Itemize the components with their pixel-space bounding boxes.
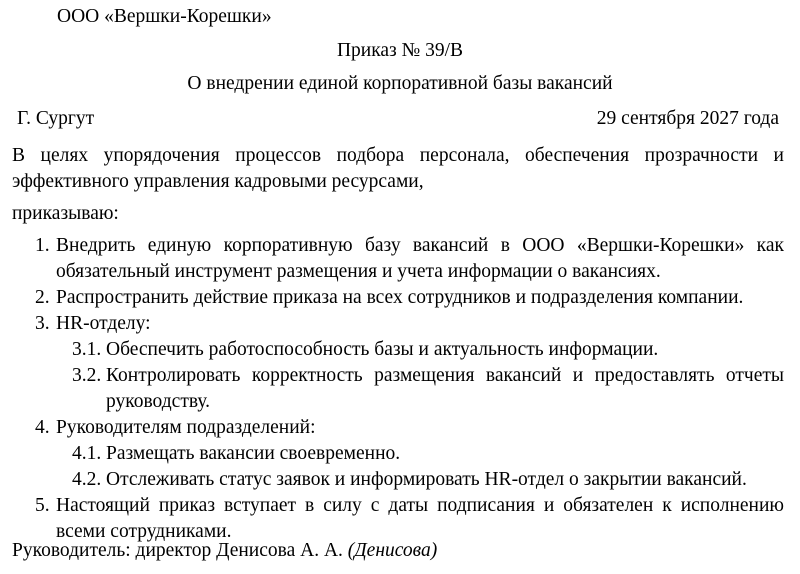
signature-line [12,538,437,564]
preamble: В целях упорядочения процессов подбора персонала, обеспечения прозрачности и эффективного управления кадровыми ресурсами, [12,145,784,192]
list-item [0,441,800,467]
item-number: 3.1. [72,339,102,360]
item-number: 2. [35,287,50,308]
list-item [0,233,800,285]
item-number: 3. [35,313,50,334]
item-text: Руководителям подразделений: [56,417,316,438]
item-text: Настоящий приказ вступает в силу с даты подписания и обязателен к исполнению всеми сотрудниками. [56,495,784,542]
order-items-list [0,233,800,545]
list-item [0,337,800,363]
organization-name: ООО «Вершки-Корешки» [57,6,272,27]
decree-word: приказываю: [12,203,119,224]
item-text: Внедрить единую корпоративную базу вакансий в ООО «Вершки-Корешки» как обязательный инструмент размещения и учета информации о вакансиях. [56,235,784,282]
item-number: 4.2. [72,469,102,490]
item-number: 5. [35,495,50,516]
item-number: 1. [35,235,50,256]
item-text: HR-отделу: [56,313,151,334]
item-text: Обеспечить работоспособность базы и актуальность информации. [106,339,659,360]
city: Г. Сургут [17,108,95,129]
list-item [0,363,800,415]
item-number: 4.1. [72,443,102,464]
list-item [0,467,800,493]
signature-label: Руководитель: директор Денисова А. А. [12,540,343,561]
item-number: 3.2. [72,365,102,386]
order-subject: О внедрении единой корпоративной базы вакансий [187,73,613,94]
list-item [0,415,800,441]
order-date: 29 сентября 2027 года [596,108,779,129]
item-text: Контролировать корректность размещения вакансий и предоставлять отчеты руководству. [106,365,784,412]
item-text: Распространить действие приказа на всех сотрудников и подразделения компании. [56,287,744,308]
handwritten-signature: (Денисова) [347,540,438,561]
item-number: 4. [35,417,50,438]
order-number: Приказ № 39/В [336,40,464,61]
list-item [0,285,800,311]
item-text: Отслеживать статус заявок и информировать HR-отдел о закрытии вакансий. [106,469,747,490]
list-item [0,311,800,337]
item-text: Размещать вакансии своевременно. [106,443,401,464]
